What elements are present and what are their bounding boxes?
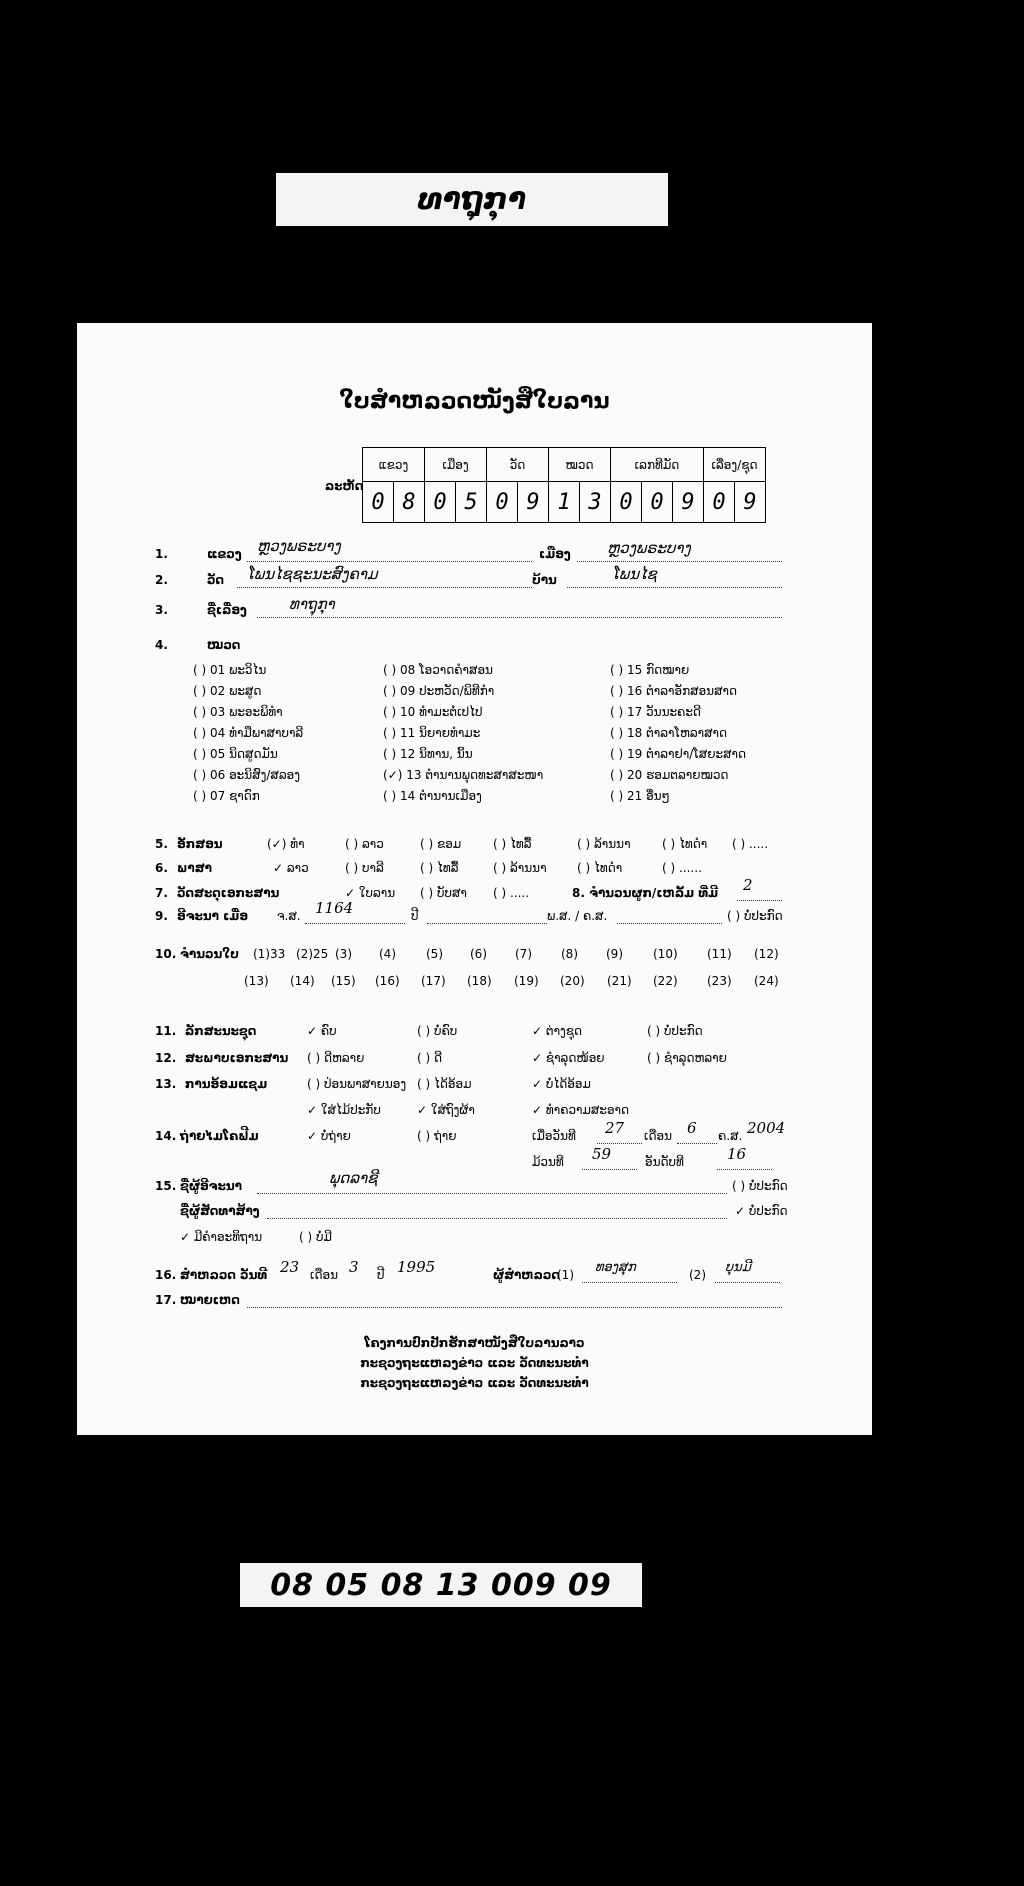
- preservation-option[interactable]: ( ) ໄດ້ອ້ອມ: [417, 1077, 472, 1091]
- code-digit: 0: [425, 482, 456, 523]
- code-header-bundle: ເລກທີມັດ: [611, 448, 704, 482]
- material-label: ວັດສະດຸເອກະສານ: [177, 886, 280, 900]
- language-option[interactable]: ( ) ......: [662, 861, 702, 875]
- dedication-option-checked[interactable]: ✓ ມີຄຳອະທິຖານ: [180, 1230, 263, 1244]
- script-option[interactable]: ( ) ລ້ານນາ: [577, 837, 631, 851]
- category-option[interactable]: ( ) 07 ຊາດົກ: [193, 789, 260, 803]
- leaf-count-cell: (22): [653, 974, 678, 988]
- microfilm-option[interactable]: ( ) ຖ່າຍ: [417, 1129, 457, 1143]
- preservation-option[interactable]: ( ) ປ່ອນພາສາຍນອງ: [307, 1077, 407, 1091]
- category-option[interactable]: ( ) 11 ນິຍາຍທຳມະ: [383, 726, 481, 740]
- set-status-option-checked[interactable]: ✓ ຕ່າງຊຸດ: [532, 1024, 583, 1038]
- dotted-line: [677, 1143, 717, 1144]
- code-label: ລະຫັດ: [325, 479, 364, 493]
- film-month-label: ເດືອນ: [644, 1129, 673, 1143]
- row-number: 4.: [155, 638, 168, 652]
- film-era-label: ຄ.ສ.: [718, 1129, 743, 1143]
- survey-year: 1995: [397, 1258, 436, 1276]
- leaf-count-cell: (17): [421, 974, 446, 988]
- dotted-line: [582, 1282, 677, 1283]
- bottom-code-strip: 08 05 08 13 009 09: [240, 1563, 642, 1607]
- leaf-count-cell: (3): [335, 947, 352, 961]
- category-option[interactable]: ( ) 08 ໂອວາດຄຳສອນ: [383, 663, 493, 677]
- frame-label: ອັນດັບທີ: [645, 1155, 684, 1169]
- dotted-line: [597, 1143, 642, 1144]
- code-digit: 0: [642, 482, 673, 523]
- material-option[interactable]: ( ) .....: [493, 886, 530, 900]
- code-digit: 9: [518, 482, 549, 523]
- category-option[interactable]: ( ) 04 ທຳມືພາສາບາລີ: [193, 726, 304, 740]
- dedication-option[interactable]: ( ) ບໍ່ມີ: [299, 1230, 332, 1244]
- dotted-line: [237, 587, 532, 588]
- row-number: 1.: [155, 547, 168, 561]
- row-number: 11.: [155, 1024, 177, 1038]
- title-value: ທາຖຸກຸາ: [289, 595, 335, 613]
- preservation-label: ການອ້ອມແຊມ: [185, 1077, 268, 1091]
- surveyor-1-value: ທອງສຸກ: [595, 1260, 636, 1275]
- condition-option-checked[interactable]: ✓ ຊຳລຸດໜ້ອຍ: [532, 1051, 605, 1065]
- condition-option[interactable]: ( ) ດີຫລາຍ: [307, 1051, 365, 1065]
- row-number: 10.: [155, 947, 177, 961]
- category-option[interactable]: ( ) 02 ພະສູດ: [193, 684, 262, 698]
- leaf-count-cell: (16): [375, 974, 400, 988]
- code-digit: 9: [735, 482, 766, 523]
- category-option[interactable]: ( ) 17 ວັນນະຄະດີ: [610, 705, 701, 719]
- dotted-line: [617, 923, 722, 924]
- survey-date-label: ສຳຫລວດ ວັນທີ: [180, 1268, 268, 1282]
- surveyor-2-value: ບຸນມີ: [725, 1260, 751, 1275]
- composed-year: 1164: [315, 899, 354, 917]
- language-option[interactable]: ( ) ບາລີ: [345, 861, 384, 875]
- scribe-value: ພຸດລາຊີ: [329, 1169, 378, 1187]
- dotted-line: [305, 923, 405, 924]
- scribe-not-shown-option[interactable]: ( ) ບໍ່ປະກົດ: [732, 1179, 788, 1193]
- row-number: 2.: [155, 573, 168, 587]
- leaf-count-label: ຈຳນວນໃບ: [180, 947, 239, 961]
- row-number: 15.: [155, 1179, 177, 1193]
- leaf-count-cell: (10): [653, 947, 678, 961]
- preservation-option-checked[interactable]: ✓ ໃສ່ໄມ້ປະກັບ: [307, 1103, 381, 1117]
- category-option[interactable]: ( ) 19 ຕຳລາຢາ/ໂສຍະສາດ: [610, 747, 747, 761]
- temple-label: ວັດ: [207, 573, 225, 587]
- language-option[interactable]: ( ) ລ້ານນາ: [493, 861, 547, 875]
- leaf-count-cell: (11): [707, 947, 732, 961]
- film-date-label: ເມື່ອວັນທີ: [532, 1129, 576, 1143]
- language-option[interactable]: ( ) ໄທດຳ: [577, 861, 623, 875]
- category-option[interactable]: ( ) 01 ພະວິໄນ: [193, 663, 267, 677]
- reel-value: 59: [592, 1145, 612, 1163]
- film-month: 6: [687, 1119, 697, 1137]
- category-option-checked[interactable]: (✓) 13 ຕຳນານພຸດທະສາສະໜາ: [383, 768, 544, 782]
- leaf-count-cell: (13): [244, 974, 269, 988]
- code-digit: 8: [394, 482, 425, 523]
- code-header-title: ເລື່ອງ/ຊຸດ: [704, 448, 766, 482]
- dotted-line: [567, 587, 782, 588]
- leaf-count-cell: (2)25: [296, 947, 329, 961]
- code-digit: 0: [704, 482, 735, 523]
- row-number: 16.: [155, 1268, 177, 1282]
- leaf-count-cell: (21): [607, 974, 632, 988]
- leaf-count-cell: (24): [754, 974, 779, 988]
- leaf-count-cell: (8): [561, 947, 578, 961]
- survey-month-label: ເດືອນ: [310, 1268, 339, 1282]
- code-digit: 0: [611, 482, 642, 523]
- province-label: ແຂວງ: [207, 547, 242, 561]
- leaf-count-cell: (6): [470, 947, 487, 961]
- code-header-district: ເມືອງ: [425, 448, 487, 482]
- category-option[interactable]: ( ) 18 ຕຳລາໂຫລາສາດ: [610, 726, 728, 740]
- code-digit: 0: [363, 482, 394, 523]
- survey-form-sheet: [77, 323, 872, 1435]
- leaf-count-cell: (18): [467, 974, 492, 988]
- code-grid: [362, 447, 766, 523]
- reel-label: ມ້ວນທີ: [532, 1155, 564, 1169]
- script-option[interactable]: ( ) ໄທດຳ: [662, 837, 708, 851]
- microfilm-label: ຖ່າຍໄມໂຄຟີມ: [180, 1129, 259, 1143]
- scribe-label: ຊື່ຜູ້ອີຈະນາ: [180, 1179, 242, 1193]
- preservation-option-checked[interactable]: ✓ ທຳຄວາມສະອາດ: [532, 1103, 630, 1117]
- script-option[interactable]: ( ) ລາວ: [345, 837, 384, 851]
- surveyor-1-label: (1): [557, 1268, 574, 1282]
- dotted-line: [257, 617, 782, 618]
- code-header-province: ແຂວງ: [363, 448, 425, 482]
- leaf-count-cell: (7): [515, 947, 532, 961]
- dotted-line: [577, 561, 782, 562]
- footer-line-3: ກະຊວງຖະແຫລງຂ່າວ ແລະ ວັດທະນະທຳ: [360, 1376, 589, 1390]
- row-number: 14.: [155, 1129, 177, 1143]
- microfilm-option-checked[interactable]: ✓ ບໍ່ຖ່າຍ: [307, 1129, 351, 1143]
- material-option-checked[interactable]: ✓ ໃບລານ: [345, 886, 396, 900]
- condition-label: ສະພາບເອກະສານ: [185, 1051, 289, 1065]
- script-option[interactable]: ( ) ຂອມ: [420, 837, 462, 851]
- dotted-line: [247, 561, 532, 562]
- village-value: ໂພນໄຊ: [612, 565, 657, 583]
- row-number: 3.: [155, 603, 168, 617]
- set-status-option-checked[interactable]: ✓ ຄົບ: [307, 1024, 337, 1038]
- year-label: ປີ: [411, 909, 419, 923]
- leaf-count-cell: (1)33: [253, 947, 286, 961]
- code-digit: 5: [456, 482, 487, 523]
- era-label-2: ພ.ສ. / ຄ.ສ.: [547, 909, 608, 923]
- leaf-count-cell: (23): [707, 974, 732, 988]
- category-option[interactable]: ( ) 14 ຕຳນານເມືອງ: [383, 789, 482, 803]
- category-option[interactable]: ( ) 10 ທຳມະຕໍ່ເປໄປ: [383, 705, 483, 719]
- footer-line-2: ກະຊວງຖະແຫລງຂ່າວ ແລະ ວັດທະນະທຳ: [360, 1356, 589, 1370]
- leaf-count-cell: (14): [290, 974, 315, 988]
- era-label: ຈ.ສ.: [277, 909, 301, 923]
- sponsor-not-shown-option[interactable]: ✓ ບໍ່ປະກົດ: [735, 1204, 788, 1218]
- category-option[interactable]: ( ) 20 ຮອມຕລາຍໝວດ: [610, 768, 729, 782]
- dotted-line: [427, 923, 547, 924]
- film-day: 27: [605, 1119, 625, 1137]
- composed-label: ອີຈະນາ ເມື່ອ: [177, 909, 249, 923]
- code-digit: 9: [673, 482, 704, 523]
- form-title: ໃບສຳຫລວດໜັງສືໃບລານ: [339, 389, 610, 414]
- leaf-count-cell: (4): [379, 947, 396, 961]
- row-number: 9.: [155, 909, 168, 923]
- row-number: 5.: [155, 837, 168, 851]
- province-value: ຫຼວງພຣະບາງ: [257, 537, 341, 555]
- category-option[interactable]: ( ) 21 ອື່ນໆ: [610, 789, 670, 803]
- category-option[interactable]: ( ) 05 ນິດສູດມັນ: [193, 747, 278, 761]
- code-digit: 0: [487, 482, 518, 523]
- preservation-option-checked[interactable]: ✓ ບໍ່ໄດ້ອ້ອມ: [532, 1077, 591, 1091]
- dotted-line: [717, 1169, 772, 1170]
- leaf-count-cell: (5): [426, 947, 443, 961]
- code-digit: 1: [549, 482, 580, 523]
- frame-value: 16: [727, 1145, 747, 1163]
- dotted-line: [247, 1307, 782, 1308]
- leaf-count-cell: (12): [754, 947, 779, 961]
- category-option[interactable]: ( ) 06 ອະນິສົງ/ສລອງ: [193, 768, 301, 782]
- dotted-line: [267, 1218, 727, 1219]
- village-label: ບ້ານ: [532, 573, 557, 587]
- category-option[interactable]: ( ) 16 ຕຳລາອັກສອນສາດ: [610, 684, 738, 698]
- dotted-line: [582, 1169, 637, 1170]
- footer-line-1: ໂຄງການປົກປັກຮັກສາໜັງສືໃບລານລາວ: [364, 1336, 585, 1350]
- top-title-strip: ທາຖຸກຸາ: [276, 173, 668, 226]
- set-status-option[interactable]: ( ) ບໍ່ຄົບ: [417, 1024, 458, 1038]
- language-option[interactable]: ( ) ໄທລື້: [420, 861, 459, 875]
- dotted-line: [737, 900, 782, 901]
- category-label: ໝວດ: [207, 638, 241, 652]
- leaf-count-cell: (15): [331, 974, 356, 988]
- bundle-count-label: 8. ຈຳນວນຜູກ/ເຫລັ້ມ ທີ່ມີ: [572, 886, 719, 900]
- category-option[interactable]: ( ) 12 ນິທານ, ນິ້ນ: [383, 747, 473, 761]
- remarks-label: ໝາຍເຫດ: [180, 1293, 240, 1307]
- code-digit: 3: [580, 482, 611, 523]
- script-option-checked[interactable]: (✓) ທຳ: [267, 837, 305, 851]
- script-option[interactable]: ( ) ໄທລື້: [493, 837, 532, 851]
- language-label: ພາສາ: [177, 861, 212, 875]
- condition-option[interactable]: ( ) ຊຳລຸດຫລາຍ: [647, 1051, 727, 1065]
- bundle-count-value: 2: [743, 876, 753, 894]
- district-value: ຫຼວງພຣະບາງ: [607, 539, 691, 557]
- title-label: ຊື່ເລື່ອງ: [207, 603, 247, 617]
- district-label: ເມືອງ: [539, 547, 571, 561]
- script-label: ອັກສອນ: [177, 837, 223, 851]
- leaf-count-cell: (9): [606, 947, 623, 961]
- temple-value: ໂພນໄຊຊະນະສົງຄາມ: [247, 565, 378, 583]
- preservation-option-checked[interactable]: ✓ ໃສ່ຖົງຜ້າ: [417, 1103, 475, 1117]
- material-option[interactable]: ( ) ບັບສາ: [420, 886, 467, 900]
- row-number: 6.: [155, 861, 168, 875]
- set-status-label: ລັກສະນະຊຸດ: [185, 1024, 257, 1038]
- row-number: 13.: [155, 1077, 177, 1091]
- row-number: 7.: [155, 886, 168, 900]
- condition-option[interactable]: ( ) ດີ: [417, 1051, 443, 1065]
- sponsor-label: ຊື່ຜູ້ສັດທາສ້າງ: [180, 1204, 260, 1218]
- not-shown-option[interactable]: ( ) ບໍ່ປະກົດ: [727, 909, 783, 923]
- leaf-count-cell: (19): [514, 974, 539, 988]
- language-option-checked[interactable]: ✓ ລາວ: [273, 861, 309, 875]
- survey-month: 3: [349, 1258, 359, 1276]
- film-year: 2004: [747, 1119, 786, 1137]
- category-option[interactable]: ( ) 03 ພະອະພິທຳ: [193, 705, 283, 719]
- dotted-line: [257, 1193, 727, 1194]
- category-option[interactable]: ( ) 09 ປະຫວັດ/ພິທີກຳ: [383, 684, 495, 698]
- script-option[interactable]: ( ) .....: [732, 837, 769, 851]
- survey-era-label: ປີ: [377, 1268, 385, 1282]
- survey-day: 23: [280, 1258, 300, 1276]
- category-option[interactable]: ( ) 15 ກົດໝາຍ: [610, 663, 690, 677]
- code-header-temple: ວັດ: [487, 448, 549, 482]
- code-header-category: ໝວດ: [549, 448, 611, 482]
- surveyor-label: ຜູ້ສຳຫລວດ: [493, 1268, 560, 1282]
- row-number: 12.: [155, 1051, 177, 1065]
- row-number: 17.: [155, 1293, 177, 1307]
- set-status-option[interactable]: ( ) ບໍ່ປະກົດ: [647, 1024, 703, 1038]
- surveyor-2-label: (2): [689, 1268, 706, 1282]
- leaf-count-cell: (20): [560, 974, 585, 988]
- dotted-line: [715, 1282, 780, 1283]
